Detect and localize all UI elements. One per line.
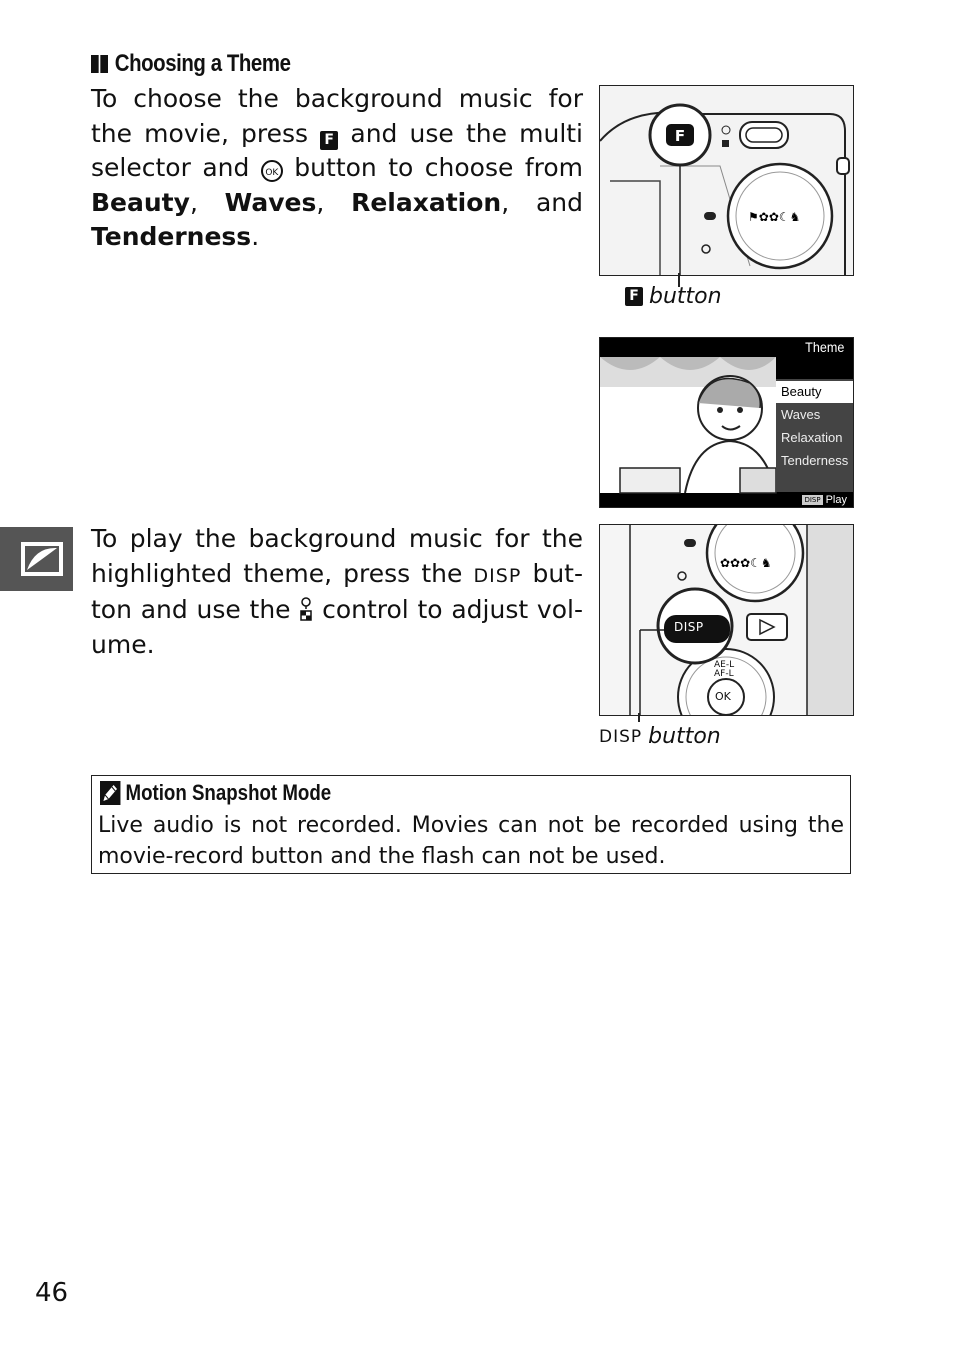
disp-button-graphic-label: DISP: [674, 620, 704, 634]
zoom-control-icon: [299, 597, 313, 621]
theme-screen-footer: [802, 492, 847, 507]
af-lock-label: AF-L: [714, 669, 734, 679]
page-number: 46: [35, 1278, 69, 1308]
motion-snapshot-mode-icon: [0, 527, 73, 591]
section-title: Choosing a Theme: [114, 50, 291, 77]
disp-button-label: DISP: [473, 564, 522, 587]
camera-disp-button-illustration: [599, 524, 854, 716]
svg-text:F: F: [674, 127, 686, 145]
theme-list: [776, 379, 853, 492]
note-box: [91, 775, 851, 874]
theme-menu-screen: [599, 337, 854, 508]
ae-lock-label: AE-L: [714, 660, 735, 670]
f-button-icon: F: [320, 131, 338, 150]
note-title: Motion Snapshot Mode: [125, 780, 332, 805]
svg-text:⚑✿✿☾♞: ⚑✿✿☾♞: [748, 210, 801, 224]
theme-option-waves[interactable]: Waves: [781, 407, 821, 422]
theme-screen-header: [600, 338, 853, 357]
play-music-instructions: To play the background music for the highlighted theme, press the DISP but- ton and use the control to adjust vol- ume.: [91, 524, 583, 659]
theme-option-beauty[interactable]: Beauty: [776, 381, 853, 403]
svg-text:✿✿✿☾♞: ✿✿✿☾♞: [720, 556, 772, 570]
play-label: Play: [825, 493, 847, 506]
section-marker-icon: [91, 55, 110, 73]
section-heading: [91, 50, 290, 78]
theme-option-relaxation[interactable]: Relaxation: [781, 430, 843, 445]
disp-icon: DISP: [804, 495, 821, 504]
chapter-tab: [0, 527, 73, 591]
note-heading: [100, 780, 331, 806]
camera-f-button-illustration: [599, 85, 854, 276]
f-button-icon: F: [625, 287, 643, 306]
f-button-caption: F button: [625, 284, 722, 309]
pencil-note-icon: [100, 781, 120, 805]
theme-option-tenderness[interactable]: Tenderness: [781, 453, 849, 468]
ok-button-graphic-label: OK: [715, 690, 731, 703]
theme-instructions: To choose the background music for the movie, press F and use the multi selector and OK button to choose from Beauty, Waves, Relaxation, and Tenderness.: [91, 84, 584, 251]
ok-button-icon: OK: [261, 160, 283, 182]
disp-button-caption: DISP button: [599, 724, 721, 749]
note-body: Live audio is not recorded. Movies can not be recorded using the movie-record button and the flash can not be used.: [98, 813, 844, 869]
callout-line: [638, 713, 640, 722]
theme-screen-title: Theme: [805, 339, 845, 355]
disp-caption-label: DISP: [599, 726, 643, 747]
